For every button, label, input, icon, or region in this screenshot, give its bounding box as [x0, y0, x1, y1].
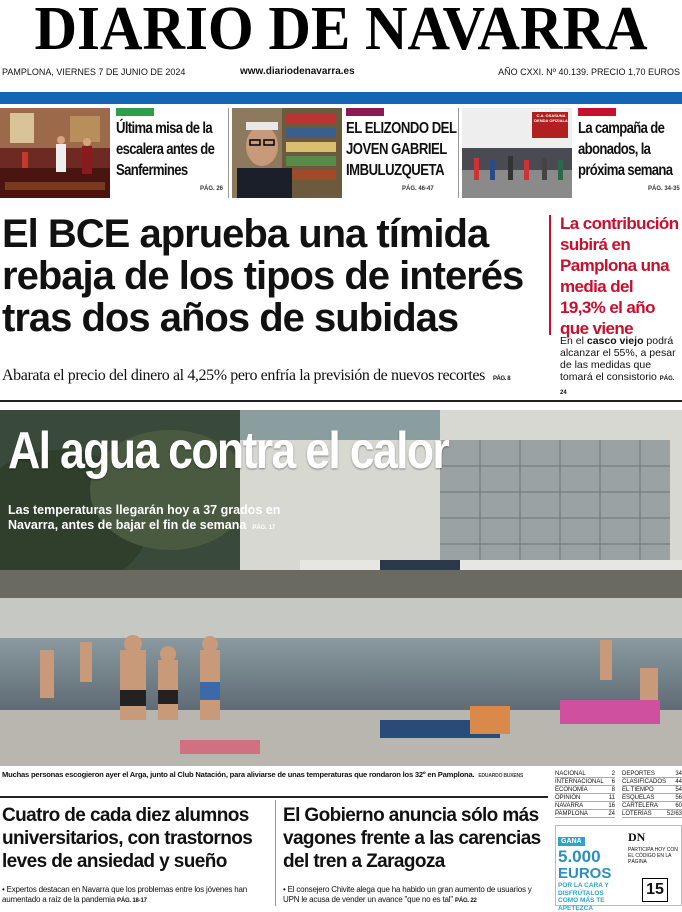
- index-row[interactable]: OPINIÓN 11: [555, 795, 615, 801]
- side-body-bold: casco viejo: [586, 335, 644, 347]
- index-row[interactable]: CLASIFICADOS 44: [622, 779, 682, 785]
- teaser-3-title[interactable]: La campaña de abonados, la próxima semana: [578, 120, 673, 179]
- main-subheadline: [2, 366, 542, 389]
- main-page: PÁG. 8: [492, 376, 511, 382]
- index-row[interactable]: CARTELERA 60: [622, 803, 682, 809]
- teaser-1-image: [0, 108, 110, 198]
- teaser-separator: [228, 108, 229, 198]
- promo-currency: EUROS: [558, 865, 612, 882]
- bottom-story-2-title[interactable]: El Gobierno anuncia sólo más vagones frente a las carencias del tren a Zaragoza: [283, 805, 541, 872]
- side-body-rest: podrá alcanzar el 55%, a pesar de las medidas que tomará el consistorio: [560, 335, 676, 383]
- promo-right: [628, 830, 682, 898]
- bullet-icon: •: [2, 885, 7, 894]
- teaser-1-tab: [116, 108, 154, 116]
- index-row[interactable]: PAMPLONA 24: [555, 811, 615, 817]
- main-headline[interactable]: El BCE aprueba una tímida rebaja de los tipos de interés tras dos años de subidas: [2, 212, 524, 340]
- caption-text: Muchas personas escogieron ayer el Arga, junto al Club Natación, para aliviarse de unas temperaturas que rondaron los 32º en Pamplona.: [2, 770, 475, 779]
- index-row[interactable]: ESQUELAS 56: [622, 795, 682, 801]
- teaser-2-image: [232, 108, 342, 198]
- lead-photo-page: PÁG. 17: [252, 525, 276, 531]
- promo-instructions: PARTICIPA HOY CON EL CÓDIGO EN LA PÁGINA: [628, 847, 678, 865]
- teaser-3-page: PÁG. 34-35: [648, 186, 680, 192]
- index-row[interactable]: DEPORTES 34: [622, 771, 682, 777]
- promo-code-number: 15: [642, 878, 668, 902]
- side-page: PÁG. 24: [560, 376, 675, 396]
- column-separator: [275, 800, 276, 906]
- photo-credit: EDUARDO BUXENS: [478, 773, 524, 779]
- teaser-2-page: PÁG. 46-47: [402, 186, 434, 192]
- teaser-2-title[interactable]: EL ELIZONDO DEL JOVEN GABRIEL IMBULUZQUETA: [346, 120, 457, 179]
- teaser-1-page: PÁG. 26: [200, 186, 224, 192]
- side-body-prefix: En el: [560, 335, 587, 347]
- bottom-story-1-body: • Expertos destacan en Navarra que los problemas entre los jóvenes han aumentado a raíz de la pandemia PÁG. 18-17: [2, 885, 247, 904]
- promo-tagline: POR LA CARA Y DISFRÚTALOS COMO MÁS TE APETEZCA: [558, 882, 609, 912]
- dateline-issue: AÑO CXXI. Nº 40.139. PRECIO 1,70 EUROS: [498, 67, 680, 77]
- bottom-rule: [0, 796, 548, 798]
- promo-brand-logo: DN: [628, 830, 646, 844]
- index-left-column: [555, 770, 615, 818]
- teaser-2-photo[interactable]: [232, 108, 342, 198]
- lead-photo-caption: [2, 770, 548, 779]
- promo-box[interactable]: [555, 825, 682, 912]
- index-row[interactable]: NACIONAL 2: [555, 771, 615, 777]
- promo-gana: GANA: [558, 837, 585, 846]
- section-rule: [0, 400, 682, 402]
- teaser-3-tab: [578, 108, 616, 116]
- header-band: [0, 92, 682, 104]
- dateline: [0, 64, 682, 80]
- main-subheadline-text: Abarata el precio del dinero al 4,25% pero enfría la previsión de nuevos recortes: [2, 367, 485, 384]
- dateline-date: PAMPLONA, VIERNES 7 DE JUNIO DE 2024: [2, 67, 186, 77]
- lead-photo-subtitle: [8, 503, 290, 536]
- side-story-rule: [549, 215, 551, 335]
- bottom-story-2-body: • El consejero Chivite alega que ha habido un gran aumento de usuarios y UPN le acusa de vender un avance "que no es tal" PÁG. 22: [283, 885, 532, 904]
- index-row[interactable]: INTERNACIONAL 6: [555, 779, 615, 785]
- website-link[interactable]: www.diariodenavarra.es: [240, 66, 355, 77]
- index-row[interactable]: EL TIEMPO 54: [622, 787, 682, 793]
- index-row[interactable]: NAVARRA 16: [555, 803, 615, 809]
- teaser-1-photo[interactable]: [0, 108, 110, 198]
- teaser-1-title[interactable]: Última misa de la escalera antes de Sanfermines: [116, 120, 215, 179]
- bullet-icon: •: [283, 885, 288, 894]
- bottom-story-1-title[interactable]: Cuatro de cada diez alumnos universitarios, con trastornos leves de ansiedad y sueño: [2, 805, 253, 872]
- masthead-title: DIARIO DE NAVARRA: [34, 0, 648, 63]
- teaser-3-sign: TIENDA OFICIAL C.A. OSASUNA DENDA OFIZIALA: [534, 108, 568, 123]
- promo-left: [558, 830, 624, 912]
- side-story-body: [560, 335, 682, 399]
- index-row[interactable]: LOTERÍAS 52/63: [622, 811, 682, 817]
- side-story-headline[interactable]: La contribución subirá en Pamplona una media del 19,3% el año que viene: [560, 214, 679, 338]
- lead-photo-title[interactable]: Al agua contra el calor: [8, 422, 449, 480]
- index-row[interactable]: ECONOMÍA 8: [555, 787, 615, 793]
- index-right-column: [622, 770, 682, 818]
- teaser-2-tab: [346, 108, 384, 116]
- promo-amount: 5.000: [558, 847, 601, 866]
- teaser-separator: [458, 108, 459, 198]
- lead-photo-subtitle-text: Las temperaturas llegarán hoy a 37 grados en Navarra, antes de bajar el fin de semana: [8, 503, 281, 532]
